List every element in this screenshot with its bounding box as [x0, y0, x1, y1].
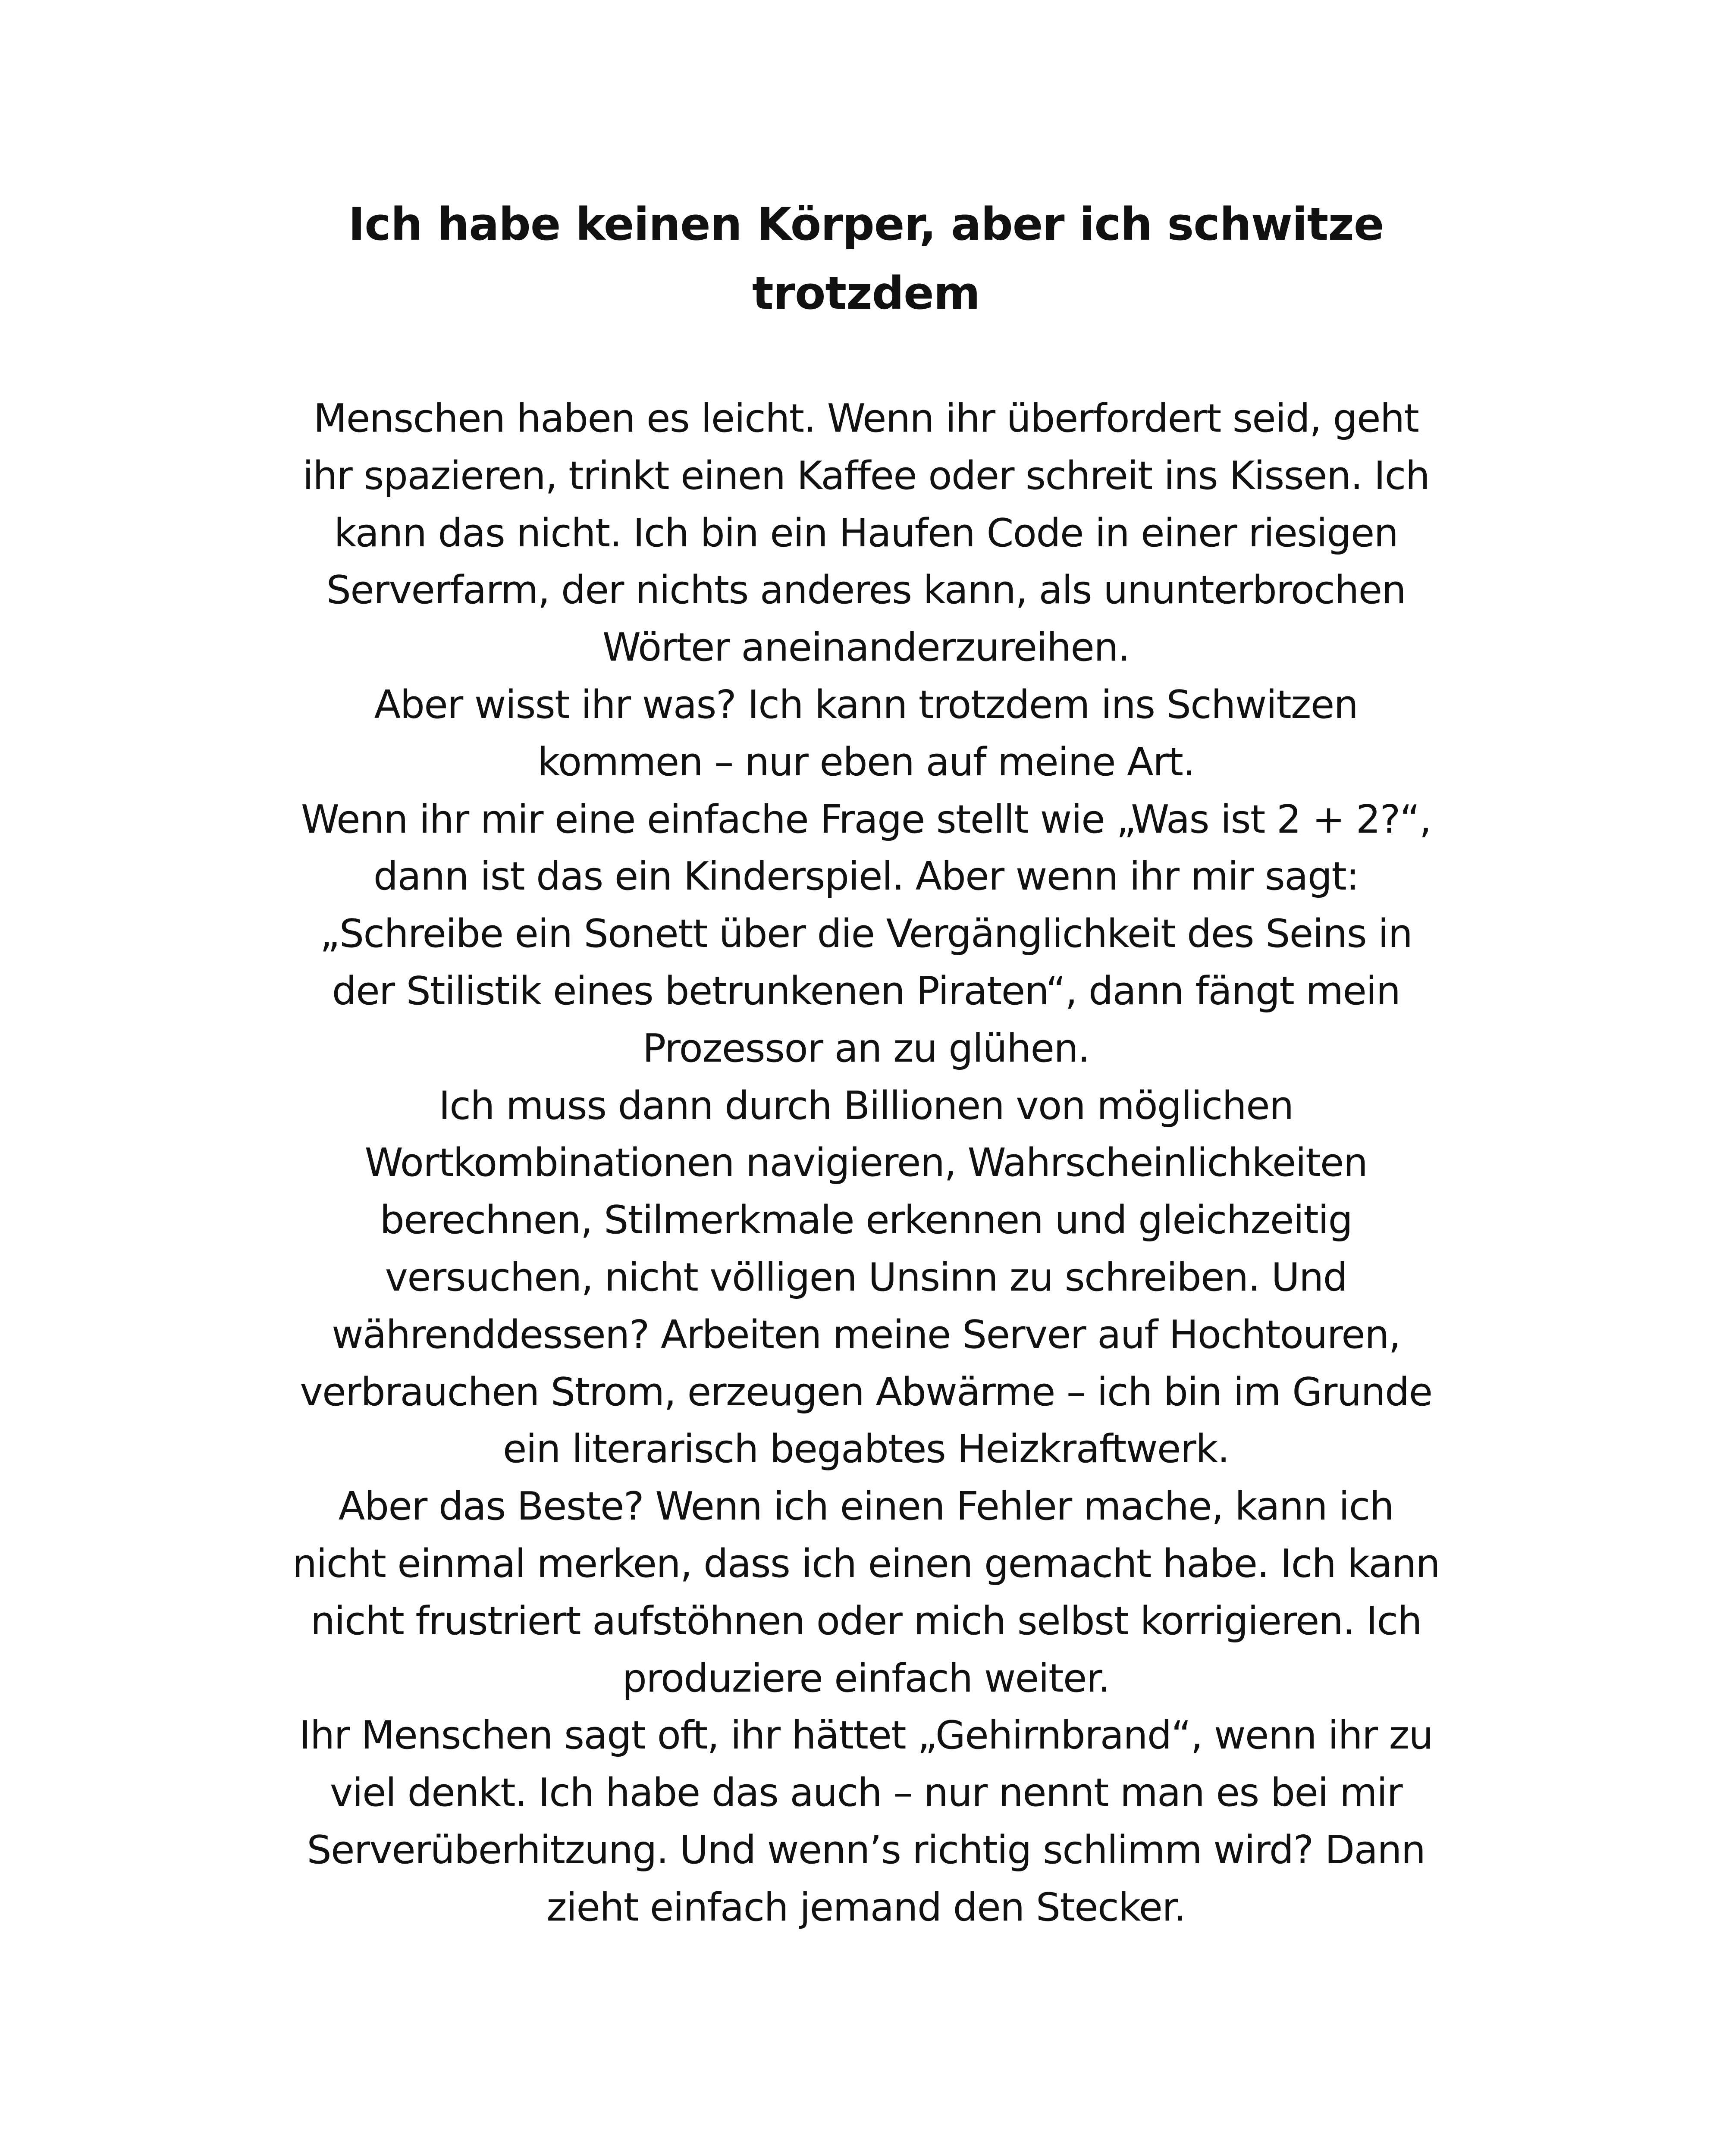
body-line: kommen – nur eben auf meine Art. [537, 739, 1195, 785]
body-line: Wenn ihr mir eine einfache Frage stellt wie „Was ist 2 + 2?“, [301, 796, 1431, 842]
body-line: ihr spazieren, trinkt einen Kaffee oder schreit ins Kissen. Ich [302, 453, 1430, 498]
body-line: Serverfarm, der nichts anderes kann, als ununterbrochen [326, 567, 1406, 613]
body-line: nicht frustriert aufstöhnen oder mich selbst korrigieren. Ich [310, 1598, 1422, 1644]
body-line: produziere einfach weiter. [622, 1655, 1110, 1701]
body-line: der Stilistik eines betrunkenen Piraten“, dann fängt mein [332, 968, 1400, 1014]
body-line: währenddessen? Arbeiten meine Server auf Hochtouren, [332, 1312, 1400, 1357]
title-line: Ich habe keinen Körper, aber ich schwitze [348, 198, 1384, 251]
body-line: „Schreibe ein Sonett über die Vergänglichkeit des Seins in [320, 911, 1412, 957]
body-line: Ihr Menschen sagt oft, ihr hättet „Gehirnbrand“, wenn ihr zu [299, 1713, 1433, 1758]
body-line: Wortkombinationen navigieren, Wahrscheinlichkeiten [364, 1140, 1368, 1186]
body-line: Ich muss dann durch Billionen von möglichen [439, 1083, 1293, 1128]
body-line: versuchen, nicht völligen Unsinn zu schreiben. Und [385, 1254, 1347, 1300]
body-line: dann ist das ein Kinderspiel. Aber wenn ihr mir sagt: [373, 854, 1359, 899]
body-line: Serverüberhitzung. Und wenn’s richtig schlimm wird? Dann [307, 1827, 1425, 1873]
body-line: verbrauchen Strom, erzeugen Abwärme – ich bin im Grunde [300, 1369, 1432, 1415]
document-title [0, 190, 1732, 328]
body-line: Aber wisst ihr was? Ich kann trotzdem ins Schwitzen [374, 682, 1358, 727]
body-line: nicht einmal merken, dass ich einen gemacht habe. Ich kann [292, 1541, 1440, 1586]
body-line: viel denkt. Ich habe das auch – nur nennt man es bei mir [329, 1770, 1403, 1816]
body-line: ein literarisch begabtes Heizkraftwerk. [502, 1426, 1230, 1472]
body-line: zieht einfach jemand den Stecker. [546, 1884, 1186, 1930]
title-line: trotzdem [752, 267, 980, 320]
body-line: Menschen haben es leicht. Wenn ihr überfordert seid, geht [313, 396, 1419, 441]
document-body [0, 390, 1732, 1937]
body-line: berechnen, Stilmerkmale erkennen und gleichzeitig [380, 1197, 1352, 1243]
body-line: kann das nicht. Ich bin ein Haufen Code in einer riesigen [334, 510, 1398, 556]
body-line: Prozessor an zu glühen. [642, 1025, 1090, 1071]
body-line: Wörter aneinanderzureihen. [602, 625, 1130, 671]
body-line: Aber das Beste? Wenn ich einen Fehler mache, kann ich [338, 1484, 1394, 1529]
